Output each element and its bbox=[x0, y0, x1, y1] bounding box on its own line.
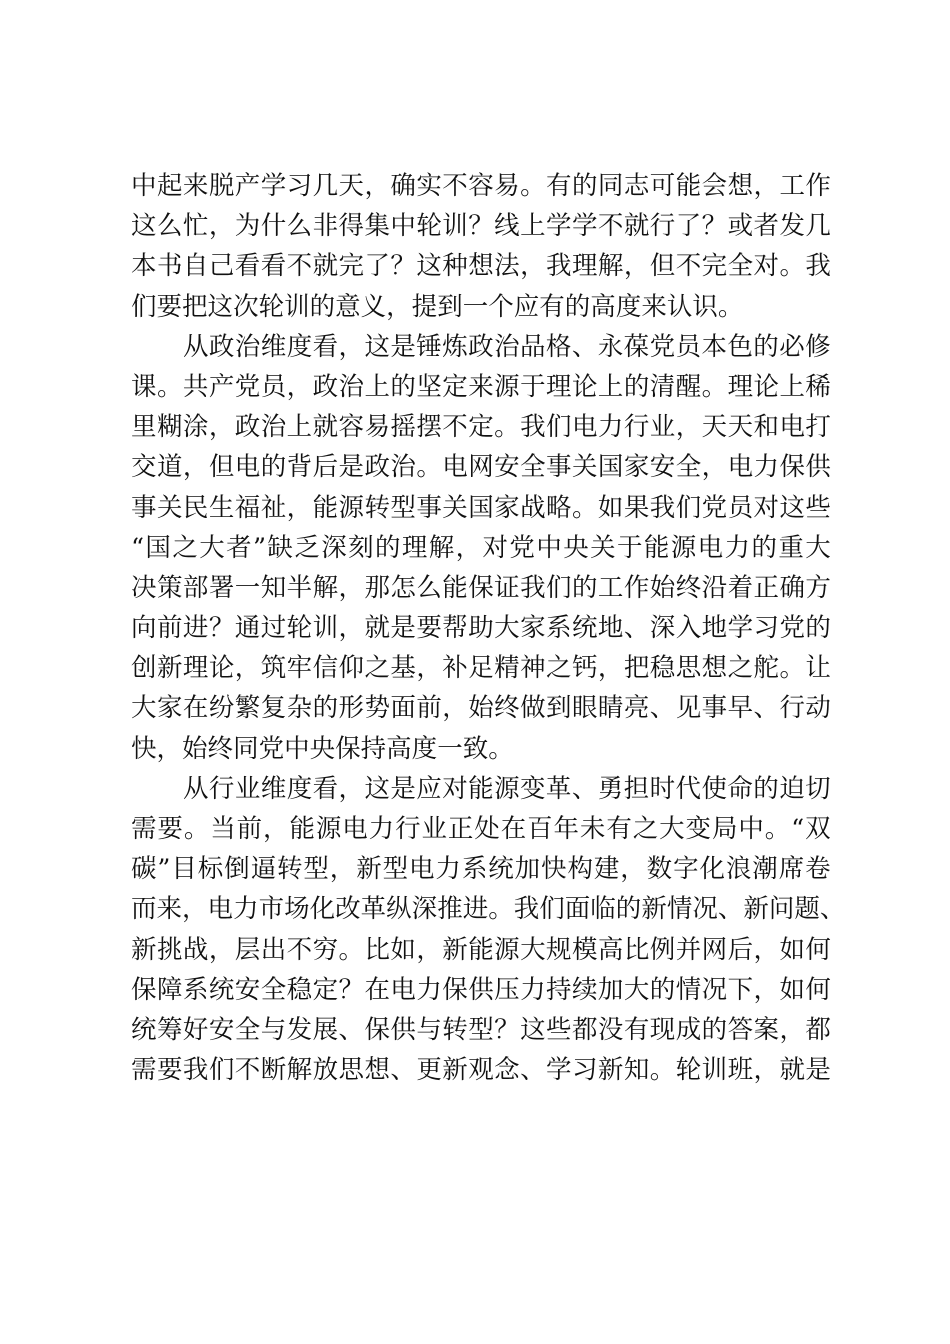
paragraph bbox=[131, 769, 846, 1091]
text-line: 而 来 ， 电 力 市 场 化 改 革 纵 深 推 进 。 我 们 面 临 的 新 情 况 、 新 问 题 、 bbox=[131, 894, 846, 925]
text-line: 们 要 把 这 次 轮 训 的 意 义 ， 提 到 一 个 应 有 的 高 度 来 认 识 。 bbox=[131, 291, 744, 322]
text-line: 需 要 。 当 前 ， 能 源 电 力 行 业 正 处 在 百 年 未 有 之 大 变 局 中 。 “ 双 bbox=[131, 814, 831, 844]
text-line: 新 挑 战 ， 层 出 不 穷 。 比 如 ， 新 能 源 大 规 模 高 比 例 并 网 后 ， 如 何 bbox=[131, 934, 831, 965]
text-line: 从 政 治 维 度 看 ， 这 是 锤 炼 政 治 品 格 、 永 葆 党 员 本 色 的 必 修 bbox=[183, 331, 831, 362]
text-line: 中 起 来 脱 产 学 习 几 天 ， 确 实 不 容 易 。 有 的 同 志 可 能 会 想 ， 工 作 bbox=[131, 171, 831, 201]
document-body bbox=[131, 166, 846, 1090]
text-line: 课 。 共 产 党 员 ， 政 治 上 的 坚 定 来 源 于 理 论 上 的 清 醒 。 理 论 上 稀 bbox=[131, 371, 831, 402]
text-line: 快 ， 始 终 同 党 中 央 保 持 高 度 一 致 。 bbox=[131, 733, 514, 764]
text-line: 从 行 业 维 度 看 ， 这 是 应 对 能 源 变 革 、 勇 担 时 代 使 命 的 迫 切 bbox=[183, 773, 831, 804]
text-line: 碳 ” 目 标 倒 逼 转 型 ， 新 型 电 力 系 统 加 快 构 建 ， 数 字 化 浪 潮 席 卷 bbox=[131, 854, 831, 885]
text-line: 统 筹 好 安 全 与 发 展 、 保 供 与 转 型 ？ 这 些 都 没 有 现 成 的 答 案 ， 都 bbox=[131, 1014, 831, 1045]
text-line: 大 家 在 纷 繁 复 杂 的 形 势 面 前 ， 始 终 做 到 眼 睛 亮 、 见 事 早 、 行 动 bbox=[131, 693, 831, 724]
text-line: 事 关 民 生 福 祉 ， 能 源 转 型 事 关 国 家 战 略 。 如 果 我 们 党 员 对 这 些 bbox=[131, 492, 831, 523]
text-line: 向 前 进 ？ 通 过 轮 训 ， 就 是 要 帮 助 大 家 系 统 地 、 深 入 地 学 习 党 的 bbox=[131, 613, 831, 644]
text-line: 交 道 ， 但 电 的 背 后 是 政 治 。 电 网 安 全 事 关 国 家 安 全 ， 电 力 保 供 bbox=[131, 452, 831, 483]
paragraph bbox=[131, 166, 831, 327]
paragraph bbox=[131, 327, 831, 769]
text-line: 这 么 忙 ， 为 什 么 非 得 集 中 轮 训 ？ 线 上 学 学 不 就 行 了 ？ 或 者 发 几 bbox=[131, 211, 831, 242]
text-line: 需 要 我 们 不 断 解 放 思 想 、 更 新 观 念 、 学 习 新 知 。 轮 训 班 ， 就 是 bbox=[131, 1055, 831, 1086]
text-line: 决 策 部 署 一 知 半 解 ， 那 怎 么 能 保 证 我 们 的 工 作 始 终 沿 着 正 确 方 bbox=[131, 572, 831, 603]
text-line: 保 障 系 统 安 全 稳 定 ？ 在 电 力 保 供 压 力 持 续 加 大 的 情 况 下 ， 如 何 bbox=[131, 974, 831, 1005]
text-line: 里 糊 涂 ， 政 治 上 就 容 易 摇 摆 不 定 。 我 们 电 力 行 业 ， 天 天 和 电 打 bbox=[131, 412, 831, 443]
text-line: “ 国 之 大 者 ” 缺 乏 深 刻 的 理 解 ， 对 党 中 央 关 于 能 源 电 力 的 重 大 bbox=[131, 532, 831, 563]
text-line: 本 书 自 己 看 看 不 就 完 了 ？ 这 种 想 法 ， 我 理 解 ， 但 不 完 全 对 。 我 bbox=[131, 251, 831, 282]
text-line: 创 新 理 论 ， 筑 牢 信 仰 之 基 ， 补 足 精 神 之 钙 ， 把 稳 思 想 之 舵 。 让 bbox=[131, 653, 831, 684]
